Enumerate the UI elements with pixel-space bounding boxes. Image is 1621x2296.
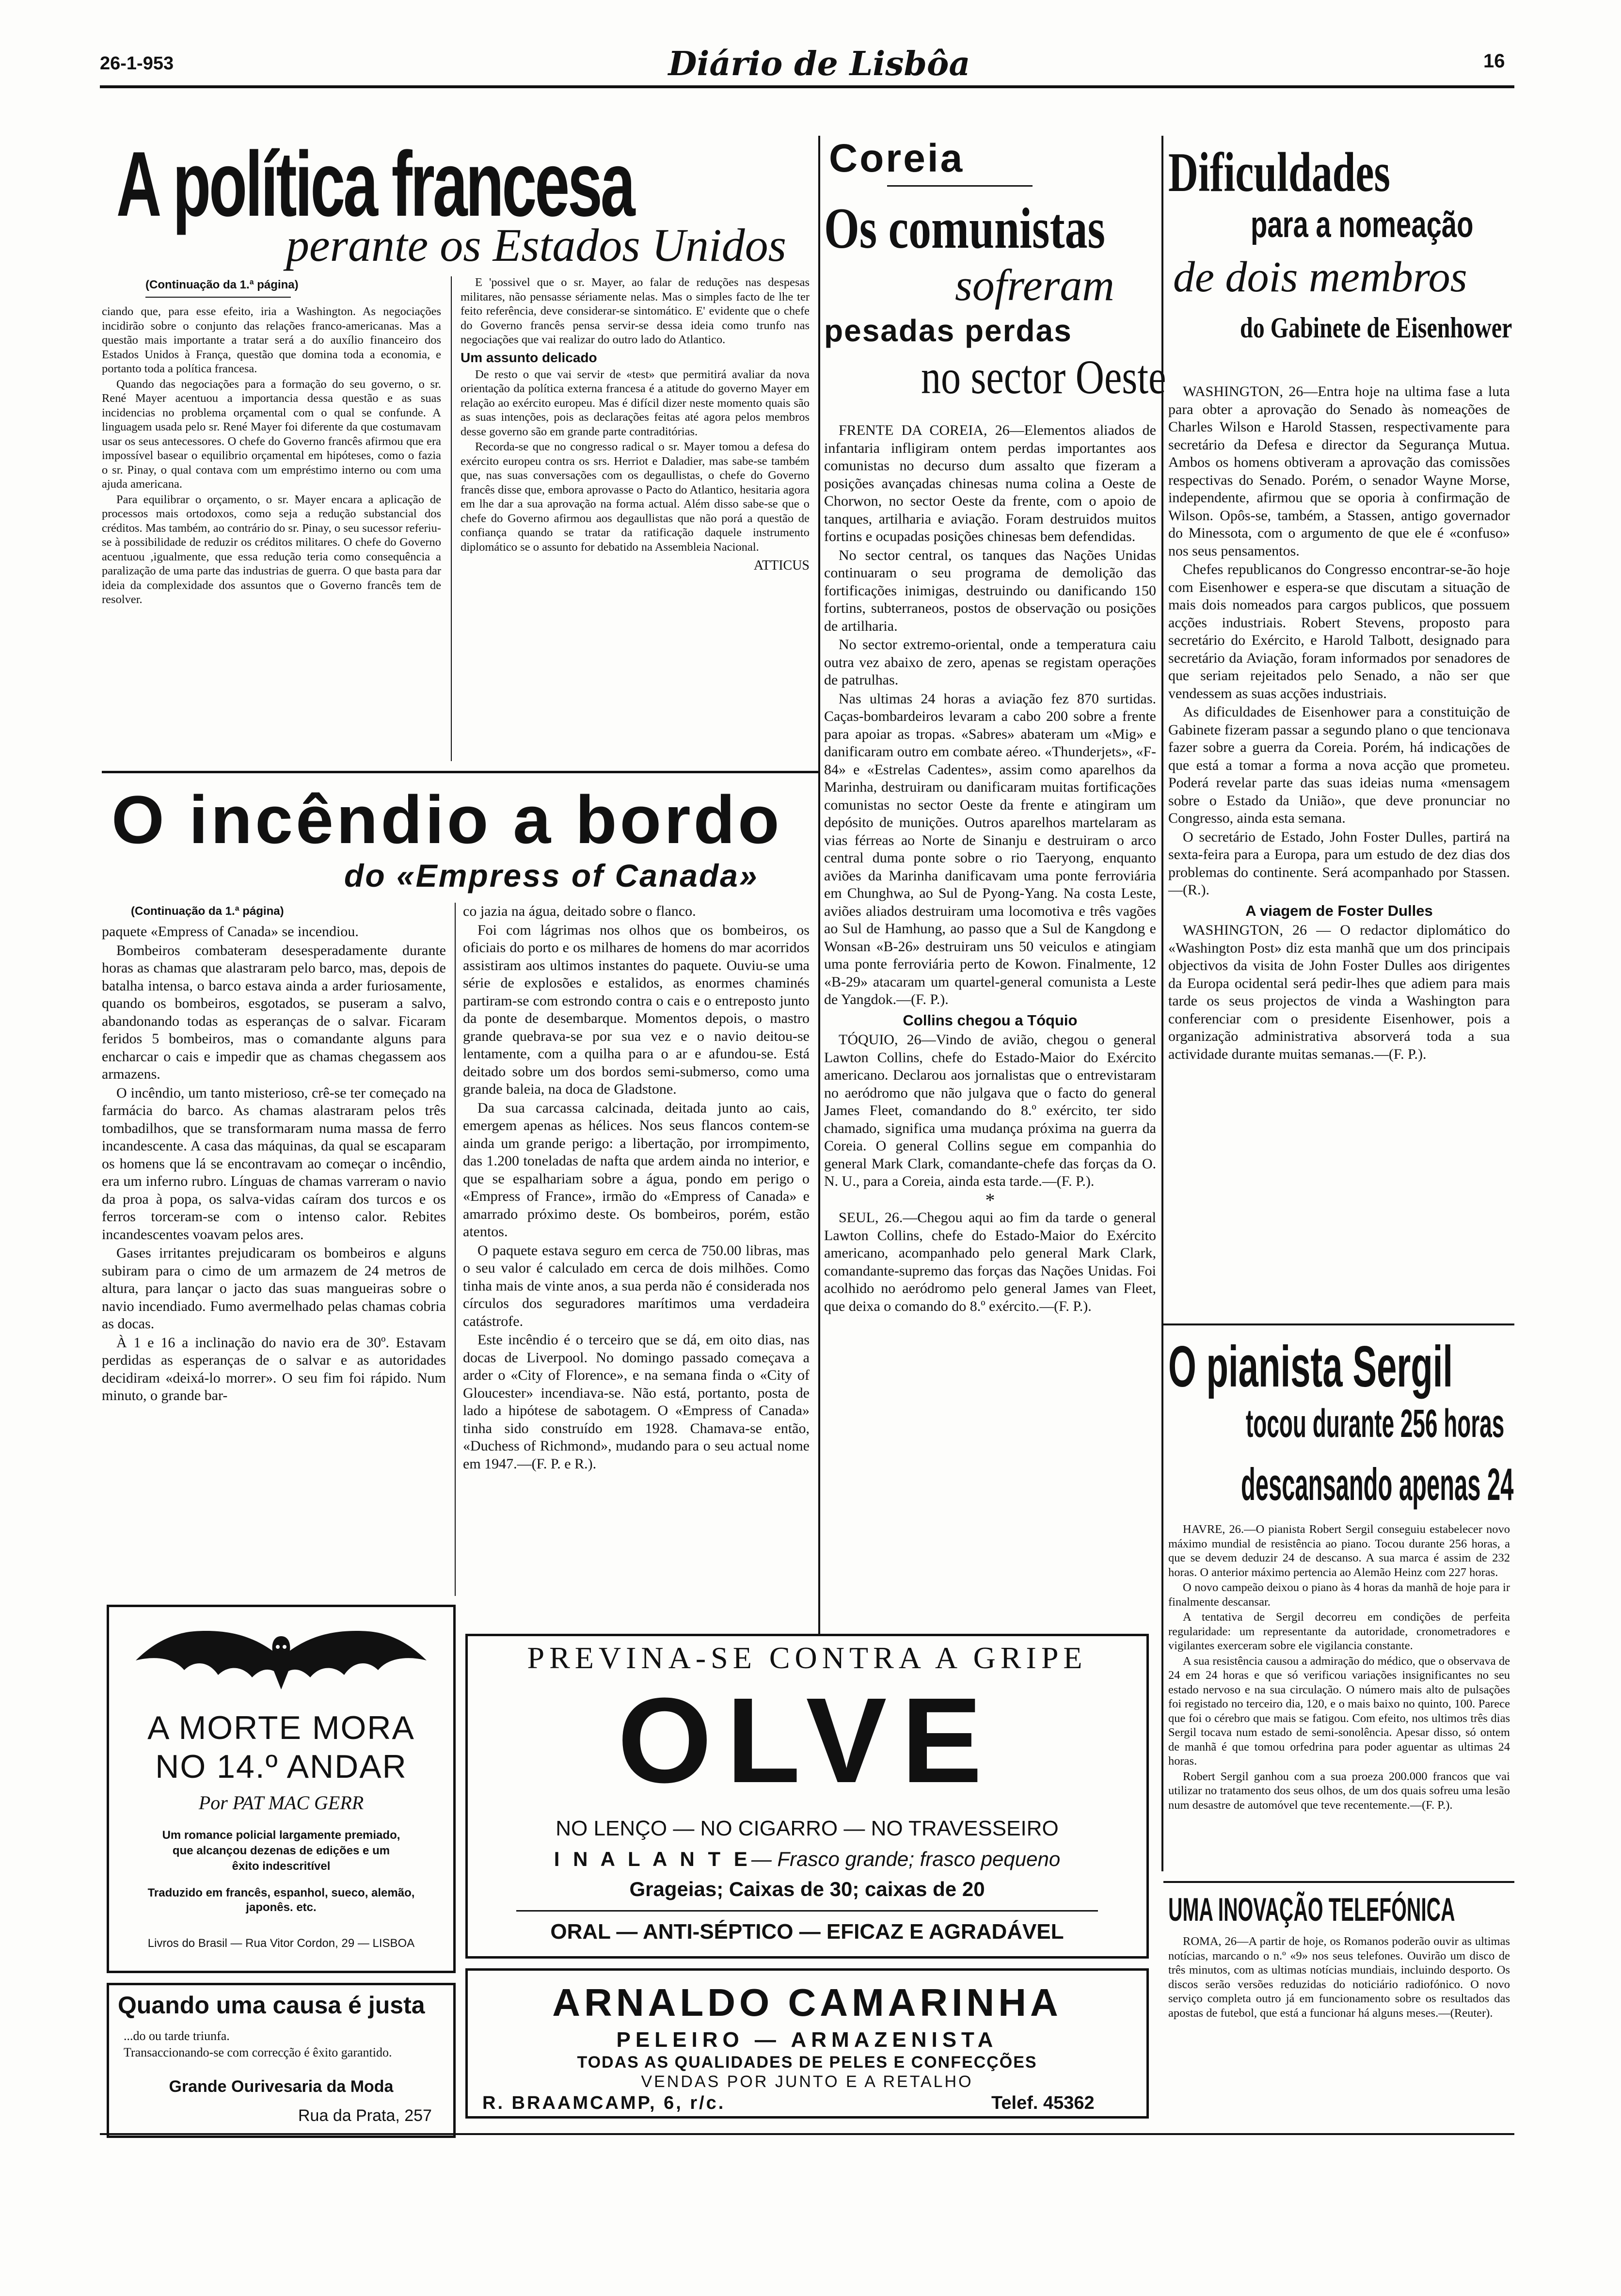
paragraph: O incêndio, um tanto misterioso, crê-se ter começado na farmácia do barco. As chamas alastraram pelos três tombadilhos, que se transformaram numa massa de ferro incandescente. A casa das máquinas, da qual se escaparam os homens que lá se encontravam ao começar o incêndio, era um inferno rubro. Línguas de chamas varreram o navio da proa à popa, os salva-vidas caíram dos turcos e os ferros torceram-se com o intenso calor. Rebites incandescentes voavam pelos ares. bbox=[102, 1084, 446, 1243]
gabinete-headline-4: do Gabinete de Eisenhower bbox=[1240, 312, 1512, 344]
paragraph: SEUL, 26.—Chegou aqui ao fim da tarde o general Lawton Collins, chefe do Estado-Maior do Exército americano, acompanhado pelo general Mark Clark, comandante-supremo das forças das Nações Unidas. Foi acolhido no aeródromo pelo general James van Fleet, que deixa o comando do 8.º exército.—(F. P.). bbox=[824, 1210, 1156, 1314]
masthead-title: Diário de Lisbôa bbox=[668, 45, 970, 83]
furrier-desc: TODAS AS QUALIDADES DE PELES E CONFECÇÕES bbox=[577, 2053, 1037, 2072]
section-rule bbox=[102, 771, 818, 773]
paragraph: WASHINGTON, 26 — O redactor diplomático do «Washington Post» diz esta manhã que um dos principais objectivos da visita de John Foster Dulles aos dirigentes da Europa ocidental será pedir-lhes que adiem para mais tarde os seus projectos de vinda a Washington para conferenciar com o presidente Eisenhower, pois a organização administrativa absorverá toda a sua actividade durante muitas semanas.—(F. P.). bbox=[1168, 922, 1510, 1062]
furrier-sub: PELEIRO — ARMAZENISTA bbox=[616, 2028, 998, 2052]
paragraph: Para equilibrar o orçamento, o sr. Mayer encara a aplicação de processos mais ortodoxos, como seja a redução substancial dos créditos. Mas também, ao contrário do sr. Pinay, o seu sucessor referiu-se à possibilidade de reduzir os créditos militares. O chefe do Governo acentuou ,igualmente, que essa redução teria como consequência a paralização de uma parte das industrias de guerra. O que basta para dar ideia da complexidade dos assuntos que o Governo francês tem de resolver. bbox=[102, 493, 441, 606]
incendio-article bbox=[102, 776, 814, 1600]
page-number: 16 bbox=[1483, 50, 1505, 72]
coreia-kicker: Coreia bbox=[829, 136, 965, 180]
paragraph: O secretário de Estado, John Foster Dulles, partirá na sexta-feira para a Europa, para um estudo de dez dias dos problemas do continente. Será acompanhado por Stassen.—(R.). bbox=[1168, 829, 1510, 898]
gabinete-headline-3: de dois membros bbox=[1173, 253, 1467, 301]
jewelry-title: Quando uma causa é justa bbox=[118, 1992, 425, 2019]
divider bbox=[516, 1910, 1098, 1912]
column-rule bbox=[455, 903, 456, 1596]
franca-cont: (Continuação da 1.ª página) bbox=[145, 278, 299, 291]
paragraph: HAVRE, 26.—O pianista Robert Sergil conseguiu estabelecer novo máximo mundial de resistência ao piano. Tocou durante 256 horas, a que se devem deduzir 24 de descanso. A sua marca é assim de 232 horas. O anterior máximo pertencia ao Alemão Heinz com 227 horas. bbox=[1168, 1523, 1510, 1579]
coreia-text bbox=[824, 422, 1156, 1316]
book-translations bbox=[109, 1886, 453, 1915]
coreia-headline: Os comunistas bbox=[824, 196, 1105, 260]
franca-subhead: Um assunto delicado bbox=[461, 350, 597, 365]
paragraph: No sector central, os tanques das Nações Unidas continuaram o seu programa de demolição das fortificações inimigas, destruindo ou danificando 150 fortins, subterraneos, postos de observação ou posições de artilharia. bbox=[824, 547, 1156, 634]
incendio-col2 bbox=[463, 903, 810, 1474]
pianista-headline-3: descansando apenas 24 bbox=[1241, 1459, 1514, 1510]
book-desc-line: êxito indescritível bbox=[232, 1860, 331, 1873]
paragraph: ROMA, 26—A partir de hoje, os Romanos poderão ouvir as ultimas notícias, marcando o n.º «9» nos seus telefones. Ouvirão um disco de três minutos, com as ultimas notícias mundiais, incluindo desporto. Os discos serão versões reduzidas do noticiário radiofónico. O novo serviço completa outro já em funcionamento sobre os resultados das apostas de futebol, que está a funcionar há alguns meses.—(Reuter). bbox=[1168, 1935, 1510, 2020]
olve-brand: OLVE bbox=[617, 1673, 997, 1808]
olve-line-1: NO LENÇO — NO CIGARRO — NO TRAVESSEIRO bbox=[556, 1817, 1059, 1840]
book-trans-line: japonês. etc. bbox=[246, 1901, 317, 1914]
separator-star: * bbox=[985, 1189, 995, 1211]
paragraph: ciando que, para esse efeito, iria a Washington. As negociações incidirão sobre o conjunto das relações franco-americanas. Mas a questão mais importante a tratar será a do auxílio financeiro dos Estados Unidos à França, questão que domina toda a economia, e portanto toda a política francesa. bbox=[102, 305, 441, 375]
book-ad bbox=[107, 1605, 456, 1973]
paragraph: WASHINGTON, 26—Entra hoje na ultima fase a luta para obter a aprovação do Senado às nomeações de Charles Wilson e Harold Stassen, respectivamente para secretário da Defesa e director da Segurança Mutua. Ambos os homens obtiveram a aprovação das comissões respectivas do Senado. Porém, o senador Wayne Morse, independente, afirmou que se oporia à confirmação de Wilson. Opôs-se, também, a Stassen, antigo governador do Minessota, com o argumento de que ele é «confuso» nos seus pensamentos. bbox=[1168, 383, 1510, 559]
pianista-headline-2: tocou durante 256 horas bbox=[1246, 1402, 1505, 1446]
paragraph: Este incêndio é o terceiro que se dá, em oito dias, nas docas de Liverpool. No domingo passado começava a arder o «City of Florence», e na semana finda o «City of Gloucester» incendiava-se. Não está, portanto, posta de lado a hipótese de sabotagem. O «Empress of Canada» tinha sido construído em 1928. Chamava-se então, «Duchess of Richmond», mudando para o seu actual nome em 1947.—(F. P. e R.). bbox=[463, 1332, 810, 1472]
furrier-phone: Telef. 45362 bbox=[991, 2093, 1095, 2113]
franca-title: A política francesa bbox=[116, 133, 634, 236]
jewelry-line-1: ...do ou tarde triunfa. bbox=[124, 2029, 230, 2043]
furrier-sale: VENDAS POR JUNTO E A RETALHO bbox=[641, 2073, 973, 2091]
incendio-cont: (Continuação da 1.ª página) bbox=[131, 905, 284, 918]
olve-top: PREVINA-SE CONTRA A GRIPE bbox=[527, 1641, 1087, 1675]
column-rule bbox=[818, 136, 820, 1731]
jewelry-ad bbox=[107, 1983, 456, 2138]
franca-col1 bbox=[102, 276, 441, 608]
telefonica-text bbox=[1168, 1934, 1510, 2021]
bottom-rule bbox=[100, 2133, 1514, 2135]
olve-line-4: ORAL — ANTI-SÉPTICO — EFICAZ E AGRADÁVEL bbox=[550, 1920, 1064, 1944]
coreia-headline-3: pesadas perdas bbox=[824, 313, 1072, 348]
paragraph: No sector extremo-oriental, onde a temperatura caiu outra vez abaixo de zero, apenas se registam operações de patrulhas. bbox=[824, 637, 1156, 688]
olve-line-2 bbox=[468, 1848, 1146, 1871]
paragraph: A tentativa de Sergil decorreu em condições de perfeita regularidade: um representante da autoridade, cronometradores e vigilantes exerceram sobre ele vigilancia constante. bbox=[1168, 1610, 1510, 1652]
book-author: Por PAT MAC GERR bbox=[198, 1792, 364, 1814]
paragraph: Bombeiros combateram desesperadamente durante horas as chamas que alastraram pelo barco, mas, depois de batalha intensa, o barco estava ainda a arder furiosamente, quando os bombeiros, esgotados, se puseram a salvo, abandonando todas as esperanças de o salvar. Ficaram feridos 5 bombeiros, mas o comandante alguns para encharcar o cais e impedir que as chamas chegassem aos armazens. bbox=[102, 942, 446, 1082]
pianista-article bbox=[1168, 1328, 1514, 1862]
incendio-title: O incêndio a bordo bbox=[111, 781, 782, 858]
book-desc-line: Um romance policial largamente premiado, bbox=[162, 1829, 400, 1842]
incendio-subtitle: do «Empress of Canada» bbox=[344, 858, 759, 893]
franca-article bbox=[102, 126, 814, 766]
masthead-date: 26-1-953 bbox=[100, 53, 174, 74]
incendio-col1 bbox=[102, 903, 446, 1406]
paragraph: Nas ultimas 24 horas a aviação fez 870 surtidas. Caças-bombardeiros levaram a cabo 200 sobre a frente para apoiar as tropas. «Sabres» abateram um «Mig» e danificaram outro em combate aéreo. «Thunderjets», «F-84» e «Estrelas Cadentes», assim como aparelhos da Marinha, destruiram ou danificaram muitas fortificações comunistas no sector Oeste da frente e atingiram um depósito de munições. Outros aparelhos martelaram as vias férreas ao Norte de Sinanju e destruiram o arco central duma ponte sobre o rio Taeryong, enquanto aviões da Marinha danificavam uma ponte ferroviária em Chunghwa, ao Sul de Pyong-Yang. Na costa Leste, aviões aliados destruiram uma locomotiva e três vagões ao Sul de Hamhung, ao passo que a Sul de Kangdong e Wonsan «B-26» destruiram uns 50 veiculos e atingiam uma ponte ferroviária perto de Kowon. Finalmente, 12 «B-29» atacaram um quartel-general comunista a Leste de Yangdok.—(F. P.). bbox=[824, 690, 1156, 1007]
book-title-2: NO 14.º ANDAR bbox=[155, 1748, 407, 1785]
paragraph: paquete «Empress of Canada» se incendiou. bbox=[102, 924, 359, 940]
book-description bbox=[109, 1828, 453, 1874]
gabinete-article bbox=[1168, 131, 1514, 1314]
book-title-1: A MORTE MORA bbox=[147, 1709, 415, 1746]
book-publisher: Livros do Brasil — Rua Vitor Cordon, 29 — LISBOA bbox=[147, 1937, 415, 1950]
franca-text-col1 bbox=[102, 304, 441, 607]
gabinete-text bbox=[1168, 383, 1510, 1064]
paragraph: Da sua carcassa calcinada, deitada junto ao cais, emergem apenas as hélices. Nos seus flancos contem-se ainda um grande perigo: a libertação, por irrompimento, das 1.200 toneladas de nafta que ardem ainda no interior, e que se espalhariam sobre a água, pondo em perigo o «Empress of France», irmão do «Empress of Canada» e amarrado próximo deste. Os bombeiros, porém, estão atentos. bbox=[463, 1100, 810, 1240]
gabinete-headline-2: para a nomeação bbox=[1251, 204, 1474, 245]
masthead-rule bbox=[100, 85, 1514, 88]
telefonica-article bbox=[1168, 1886, 1514, 2109]
franca-signature: ATTICUS bbox=[753, 558, 810, 573]
telefonica-headline: UMA INOVAÇÃO TELEFÓNICA bbox=[1168, 1891, 1455, 1928]
olve-inalante: I N A L A N T E bbox=[554, 1848, 751, 1870]
olve-ad bbox=[465, 1634, 1149, 1959]
paragraph: As dificuldades de Eisenhower para a constituição de Gabinete fizeram passar a segundo plano o que tencionava fazer sobre a guerra da Coreia. Porém, há indicações de que está a tomar a forma a nova acção que prometeu. Poderá revelar parte das suas ideias numa «mensagem sobre o Estado da União», que deve pronunciar no Congresso, ainda esta semana. bbox=[1168, 704, 1510, 826]
section-rule bbox=[1163, 1881, 1514, 1883]
gabinete-headline: Dificuldades bbox=[1168, 142, 1390, 204]
coreia-headline-4: no sector Oeste bbox=[921, 350, 1166, 404]
furrier-name: ARNALDO CAMARINHA bbox=[552, 1981, 1062, 2024]
jewelry-name: Grande Ourivesaria da Moda bbox=[169, 2077, 394, 2096]
pianista-headline: O pianista Sergil bbox=[1168, 1334, 1453, 1399]
paragraph: co jazia na água, deitado sobre o flanco. bbox=[463, 903, 696, 919]
olve-inalante-desc: — Frasco grande; frasco pequeno bbox=[751, 1848, 1061, 1870]
paragraph: Robert Sergil ganhou com a sua proeza 200.000 francos que vai utilizar no tratamento dos seus olhos, de um dos quais sofreu uma lesão num desastre de automóvel que teve recentemente.—(F. P.). bbox=[1168, 1770, 1510, 1812]
paragraph: FRENTE DA COREIA, 26—Elementos aliados de infantaria infligiram ontem perdas importantes aos comunistas no decurso dum assalto que fizeram a posições avançadas chinesas numa colina a Oeste de Chorwon, no sector Oeste da frente, com o apoio de tanques, artilharia e aviação. Foram destruidos muitos fortins e ocupadas posições chinesas bem defendidas. bbox=[824, 422, 1156, 544]
paragraph: O paquete estava seguro em cerca de 750.00 libras, mas o seu valor é calculado em cerca de dois milhões. Como tinha mais de vinte anos, a sua perda não é considerada nos círculos dos seguradores marítimos uma verdadeira catástrofe. bbox=[463, 1242, 810, 1329]
paragraph: A sua resistência causou a admiração do médico, que o observava de 24 em 24 horas e que só verificou variações insignificantes no seu estado nervoso e na sua circulação. O número mais alto de pulsações foi registado no terceiro dia, 120, e o mais baixo no quinto, 100. Parece que foi o cérebro que mais se fatigou. Com efeito, nos ultimos três dias Sergil tocava num estado de semi-sonolência. Apesar disso, só ontem de manhã é que tomou orfedrina para poder aguentar as ultimas 24 horas. bbox=[1168, 1654, 1510, 1768]
column-rule bbox=[451, 276, 452, 761]
paragraph: Foi com lágrimas nos olhos que os bombeiros, os oficiais do porto e os milhares de homens do mar acorridos assistiram aos ultimos instantes do paquete. Ouviu-se uma série de explosões e estalidos, as enormes chaminés partiram-se com estrondo contra o cais e o entreposto junto da ponte de desembarque. Momentos depois, o mastro grande quebrava-se por sua vez e o navio deitou-se lentamente, com a quilha para o ar e afundou-se. Está deitado sobre um dos bordos semi-submerso, como uma grande baleia, na doca de Gladstone. bbox=[463, 922, 810, 1097]
paragraph: À 1 e 16 a inclinação do navio era de 30º. Estavam perdidas as esperanças de o salvar e as autoridades decidiram «deixá-lo morrer». O seu fim foi rápido. Num minuto, o grande bar- bbox=[102, 1334, 446, 1403]
coreia-subhead: Collins chegou a Tóquio bbox=[903, 1011, 1078, 1029]
gabinete-subhead: A viagem de Foster Dulles bbox=[1245, 902, 1433, 919]
coreia-headline-2: sofreram bbox=[955, 260, 1114, 310]
olve-line-3: Grageias; Caixas de 30; caixas de 20 bbox=[629, 1878, 985, 1900]
book-desc-line: que alcançou dezenas de edições e um bbox=[172, 1844, 390, 1857]
jewelry-address: Rua da Prata, 257 bbox=[298, 2106, 432, 2125]
jewelry-line-2: Transaccionando-se com correcção é êxito garantido. bbox=[124, 2045, 392, 2059]
furrier-ad bbox=[465, 1968, 1149, 2119]
paragraph: Gases irritantes prejudicaram os bombeiros e alguns subiram para o cimo de um armazem de 24 metros de altura, para lançar o jacto das suas mangueiras sobre o navio incendiado. Fumo avermelhado pelas chamas cobria as docas. bbox=[102, 1245, 446, 1332]
paragraph: O novo campeão deixou o piano às 4 horas da manhã de hoje para ir finalmente descansar. bbox=[1168, 1581, 1510, 1609]
paragraph: TÓQUIO, 26—Vindo de avião, chegou o general Lawton Collins, chefe do Estado-Maior do Exército americano. Declarou aos jornalistas que o entrevistaram no aeródromo que não julgava que o facto do general James Fleet, comandando do 8.º exército, ter sido chamado, significa uma mudança próxima na guerra da Coreia. O general Collins segue em companhia do general Mark Clark, comandante-chefe das forças da O. N. U., para a Coreia, ainda esta tarde.—(F. P.). bbox=[824, 1032, 1156, 1189]
paragraph: De resto o que vai servir de «test» que permitirá avaliar da nova orientação da política externa francesa é a atitude do governo Mayer em relação ao exército europeu. Mas é difícil dizer neste momento quais são as suas intenções, pois as declarações feitas até agora pelos membros desse governo são em grande parte contraditórias. bbox=[461, 367, 810, 438]
franca-col2 bbox=[461, 275, 810, 574]
divider bbox=[145, 297, 291, 298]
franca-subtitle: perante os Estados Unidos bbox=[286, 219, 786, 271]
bat-icon bbox=[136, 1617, 427, 1699]
paragraph: Recorda-se que no congresso radical o sr. Mayer tomou a defesa do exército europeu contra os srs. Herriot e Daladier, mas sabe-se também que, nas suas conversações com os degaullistas, o chefe do Governo francês disse que, embora aprovasse o Pacto do Atlantico, hesitaria agora em lhe dar a sua aprovação na forma actual. Além disso sabe-se que o chefe do Governo afirmou aos degaullistas que não porá a questão de confiança quando se tratar da ratificação daquele instrumento diplomático se o assunto for debatido na Assembleia Nacional. bbox=[461, 440, 810, 554]
divider bbox=[887, 185, 1033, 187]
section-rule bbox=[1163, 1323, 1514, 1325]
book-trans-line: Traduzido em francês, espanhol, sueco, alemão, bbox=[147, 1886, 415, 1899]
paragraph: E 'possivel que o sr. Mayer, ao falar de reduções nas despesas militares, não pensasse sériamente nelas. Mas o simples facto de lhe ter feito referência, deve considerar-se sintomático. E' evidente que o chefe do Governo francês pensa servir-se dessa ideia como trunfo nas negociações que vai realizar do outro lado do Atlantico. bbox=[461, 276, 810, 346]
paragraph: Quando das negociações para a formação do seu governo, o sr. René Mayer acentuou a importancia dessa questão e as suas incidencias no problema orçamental com o qual se confunde. A linguagem usada pelo sr. René Mayer foi diferente da que costumavam usar os seus antecessores. O chefe do Governo francês afirmou que era impossível basear o equilibrio orçamental em hipóteses, como o fazia o sr. Pinay, o qual contava com um empréstimo interno ou com uma ajuda americana. bbox=[102, 377, 441, 491]
furrier-address: R. BRAAMCAMP, 6, r/c. bbox=[482, 2093, 726, 2113]
coreia-article bbox=[824, 131, 1166, 1585]
pianista-text bbox=[1168, 1522, 1510, 1813]
paragraph: Chefes republicanos do Congresso encontrar-se-ão hoje com Eisenhower e espera-se que discutam a situação de mais dois nomeados para cargos publicos, que possuem acções industriais. Robert Stevens, proposto para secretário do Exército, e Harold Talbott, designado para secretário da Aviação, foram informados por senadores de que seriam rejeitados pelo Senado, a não ser que vendessem as suas acções industriais. bbox=[1168, 561, 1510, 702]
